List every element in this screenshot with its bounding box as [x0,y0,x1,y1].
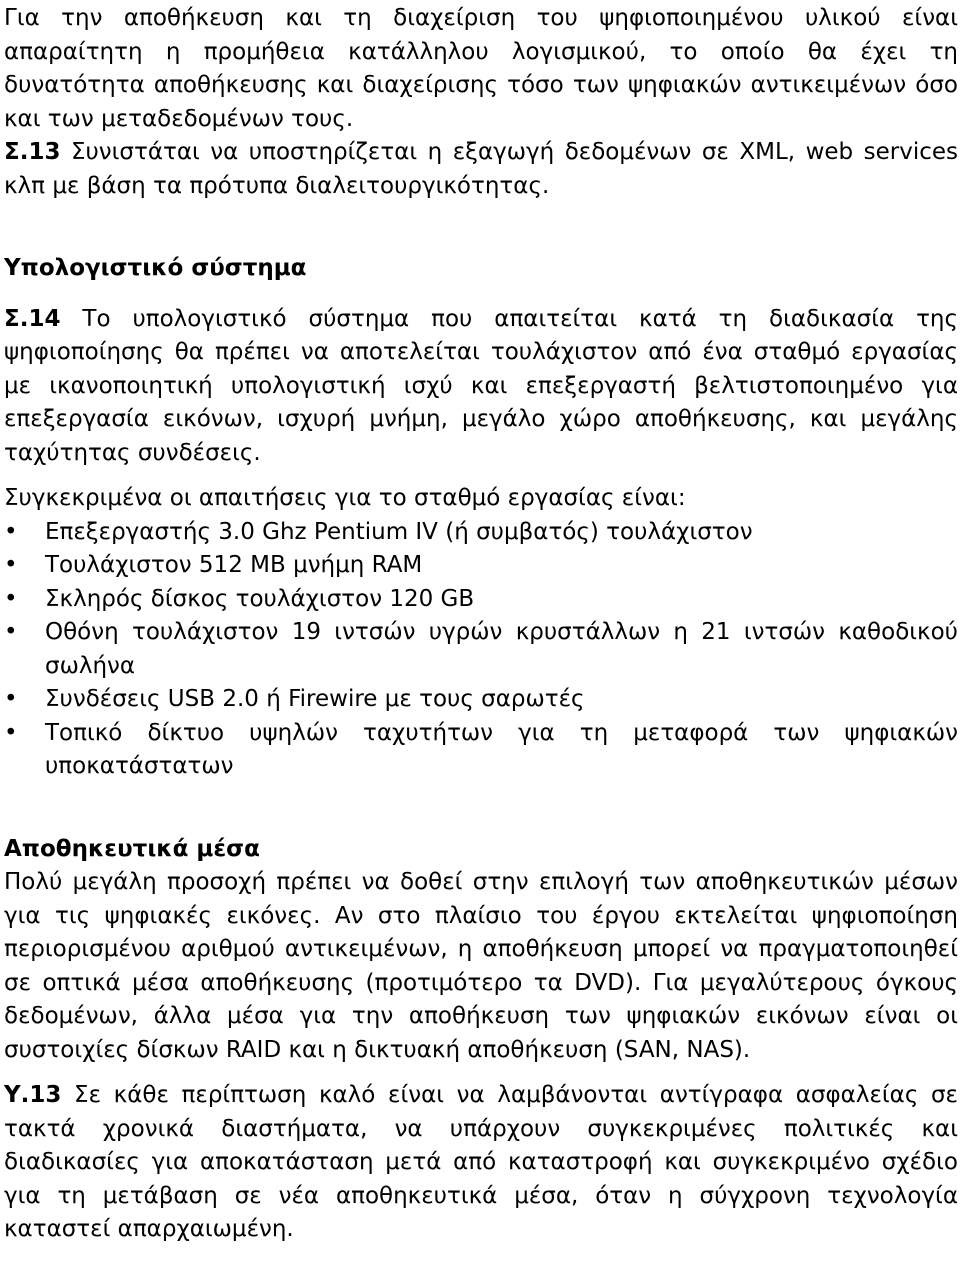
list-item [4,683,958,717]
list-item-text: Σκληρός δίσκος τουλάχιστον 120 GB [45,585,475,612]
bullet-icon: • [4,518,18,545]
recommendation-text: Συνιστάται να υποστηρίζεται η εξαγωγή δεδομένων σε XML, web services κλπ με βάση τα πρότυπα διαλειτουργικότητας. [4,139,958,199]
list-item-text: Τουλάχιστον 512 MB μνήμη RAM [45,552,423,578]
section-heading-storage-media: Αποθηκευτικά μέσα [4,835,260,862]
requirements-list [4,516,958,784]
storage-paragraph: Πολύ μεγάλη προσοχή πρέπει να δοθεί στην επιλογή των αποθηκευτικών μέσων για τις ψηφιακές εικόνες. Αν στο πλαίσιο του έργου εκτελείται ψηφιοποίηση περιορισμένου αριθμού αντικειμένων, η αποθήκευση μπορεί να πραγματοποιηθεί σε οπτικά μέσα αποθήκευσης (προτιμότερο τα DVD). Για μεγαλύτερους όγκους δεδομένων, άλλα μέσα για την αποθήκευση των ψηφιακών εικόνων είναι οι συστοιχίες δίσκων RAID και η δικτυακή αποθήκευση (SAN, NAS). [4,869,958,1063]
requirements-intro: Συγκεκριμένα οι απαιτήσεις για το σταθμό εργασίας είναι: [4,485,686,511]
list-item-text: Οθόνη τουλάχιστον 19 ιντσών υγρών κρυστάλλων η 21 ιντσών καθοδικού σωλήνα [45,619,958,679]
section-heading-computer-system: Υπολογιστικό σύστημα [4,255,307,281]
recommendation-code: Σ.13 [4,139,61,165]
list-item-text: Επεξεργαστής 3.0 Ghz Pentium IV (ή συμβατός) τουλάχιστον [45,518,753,545]
list-item [4,717,958,784]
list-item [4,583,958,617]
list-item-text: Τοπικό δίκτυο υψηλών ταχυτήτων για τη μεταφορά των ψηφιακών υποκατάστατων [45,719,958,779]
requirement-y13 [4,1079,958,1247]
requirement-text: Σε κάθε περίπτωση καλό είναι να λαμβάνονται αντίγραφα ασφαλείας σε τακτά χρονικά διαστήματα, να υπάρχουν συγκεκριμένες πολιτικές και διαδικασίες για αποκατάσταση μετά από καταστροφή και συγκεκριμένο σχέδιο για τη μετάβαση σε νέα αποθηκευτικά μέσα, όταν η σύγχρονη τεχνολογία καταστεί απαρχαιωμένη. [4,1082,958,1242]
bullet-icon: • [4,585,18,612]
list-item [4,549,958,583]
bullet-icon: • [4,686,18,712]
bullet-icon: • [4,619,18,645]
recommendation-code: Σ.14 [4,305,61,332]
list-item [4,516,958,550]
bullet-icon: • [4,552,18,578]
intro-paragraph: Για την αποθήκευση και τη διαχείριση του ψηφιοποιημένου υλικού είναι απαραίτητη η προμήθεια κατάλληλου λογισμικού, το οποίο θα έχει τη δυνατότητα αποθήκευσης και διαχείρισης τόσο των ψηφιακών αντικειμένων όσο και των μεταδεδομένων τους. [4,5,958,132]
recommendation-s13 [4,136,958,203]
recommendation-s14 [4,303,958,471]
list-item [4,616,958,683]
document-page [0,2,960,1247]
requirement-code: Υ.13 [4,1082,62,1108]
list-item-text: Συνδέσεις USB 2.0 ή Firewire με τους σαρωτές [45,686,585,712]
recommendation-text: Το υπολογιστικό σύστημα που απαιτείται κατά τη διαδικασία της ψηφιοποίησης θα πρέπει να αποτελείται τουλάχιστον από ένα σταθμό εργασίας με ικανοποιητική υπολογιστική ισχύ και επεξεργαστή βελτιστοποιημένο για επεξεργασία εικόνων, ισχυρή μνήμη, μεγάλο χώρο αποθήκευσης, και μεγάλης ταχύτητας συνδέσεις. [4,305,958,466]
bullet-icon: • [4,719,18,746]
